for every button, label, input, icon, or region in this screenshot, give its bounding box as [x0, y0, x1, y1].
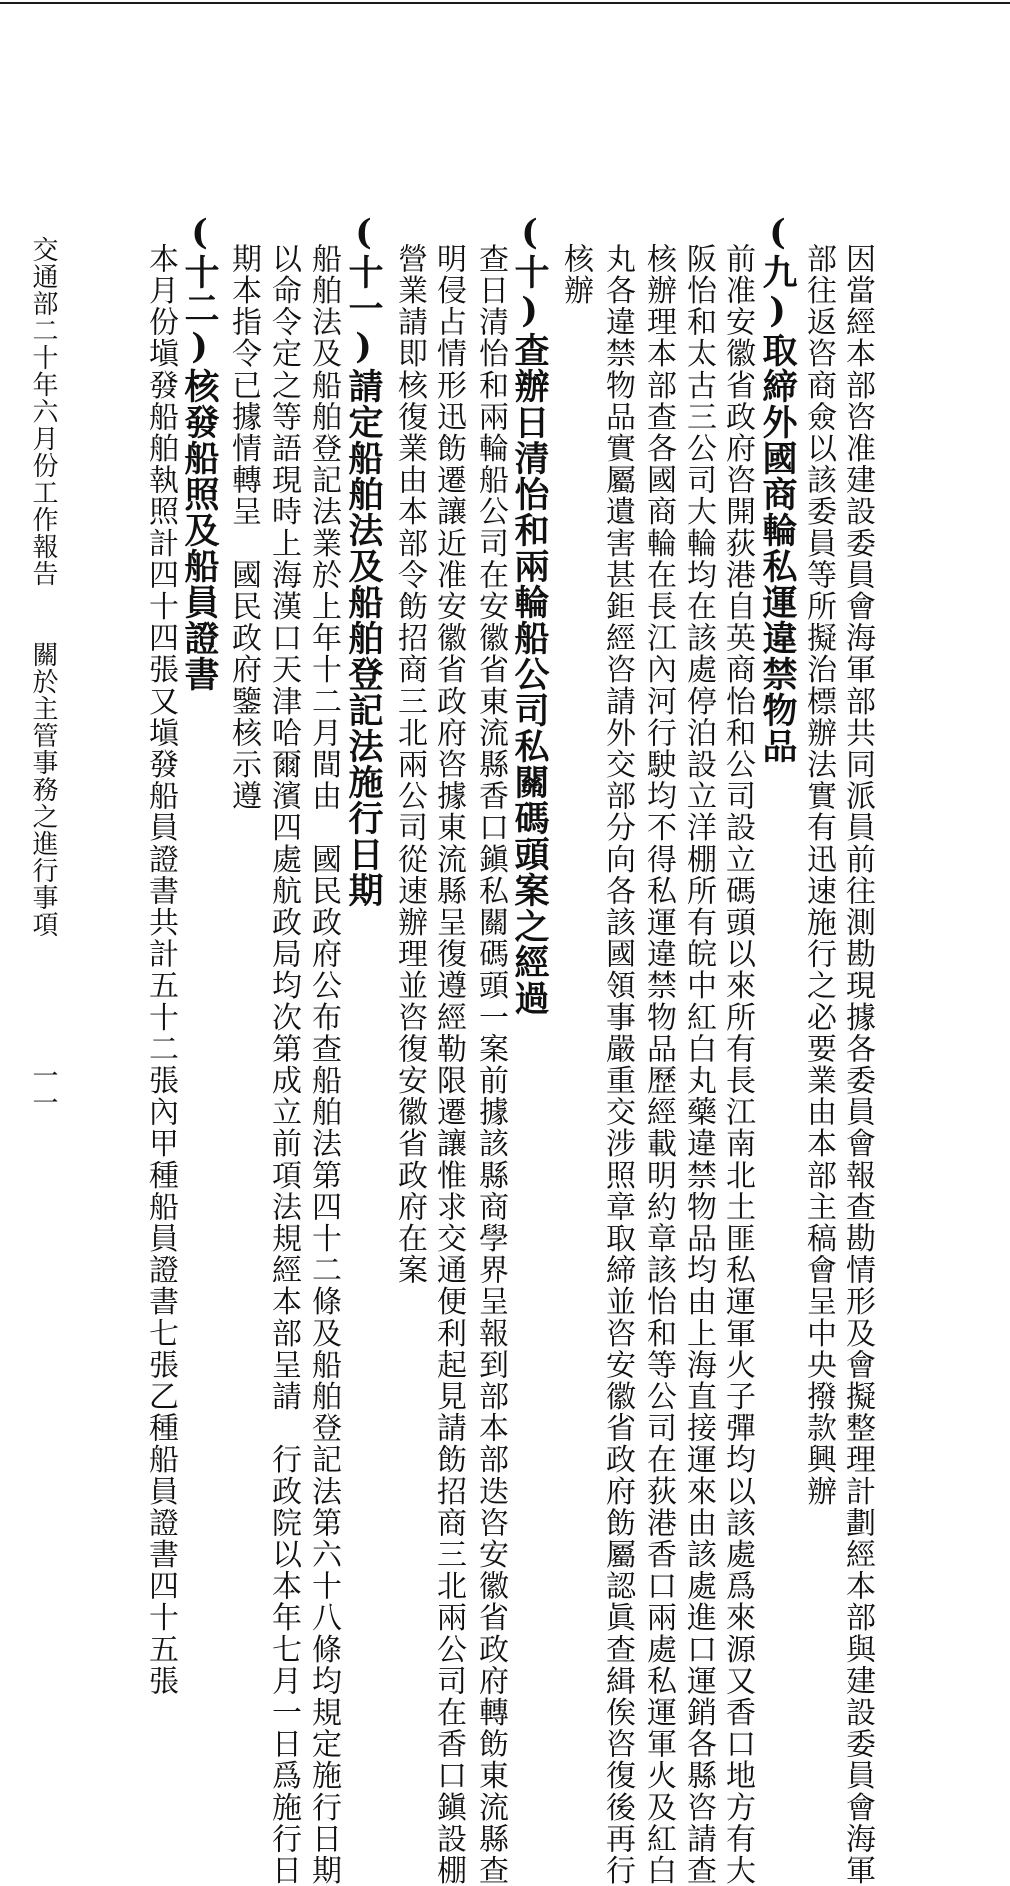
text-column-10: 查日清怡和兩輪船公司在安徽省東流縣香口鎭私關碼頭一案前據該縣商學界呈報到部本部迭咨安徽省政府轉飭東流縣查	[473, 243, 508, 1886]
page-number: 一一	[28, 1062, 58, 1116]
section-heading-9: (九)取締外國商輪私運違禁物品	[757, 212, 798, 764]
top-rule	[0, 2, 1010, 4]
text-column-8: 核辦	[558, 243, 593, 307]
text-column-1: 因當經本部咨准建設委員會海軍部共同派員前往測勘現據各委員會報查勘情形及會擬整理計劃經本部與建設委員會海軍	[840, 243, 875, 1886]
text-column-14: 船舶法及船舶登記法業於上年十二月間由 國民政府公布查船舶法第四十二條及船舶登記法第六十八條均規定施行日期	[306, 243, 341, 1886]
text-column-6: 核辦理本部查各國商輪在長江內河行駛均不得私運違禁物品歷經載明約章該怡和等公司在荻港香口兩處私運軍火及紅白	[641, 243, 676, 1886]
text-column-5: 阪怡和太古三公司大輪均在該處停泊設立洋棚所有皖中紅白丸藥違禁物品均由上海直接運來由該處進口運銷各縣咨請查	[681, 243, 716, 1886]
section-heading-10: (十)查辦日清怡和兩輪船公司私關碼頭案之經過	[509, 212, 550, 1016]
section-heading-11: (十一)請定船舶法及船舶登記法施行日期	[343, 212, 384, 908]
running-footer: 交通部二十年六月份工作報告 關於主管事務之進行事項	[28, 236, 58, 938]
text-column-4: 前准安徽省政府咨開荻港自英商怡和公司設立碼頭以來所有長江南北土匪私運軍火子彈均以該處爲來源又香口地方有大	[720, 243, 755, 1886]
text-column-2: 部往返咨商僉以該委員等所擬治標辦法實有迅速施行之必要業由本部主稿會呈中央撥款興辦	[801, 243, 836, 1507]
text-column-12: 營業請即核復業由本部令飭招商三北兩公司從速辦理並咨復安徽省政府在案	[392, 243, 427, 1286]
text-column-16: 期本指令已據情轉呈 國民政府鑒核示遵	[226, 243, 261, 812]
text-column-18: 本月份塡發船舶執照計四十四張又塡發船員證書共計五十二張內甲種船員證書七張乙種船員證書四十五張	[143, 243, 178, 1697]
text-column-11: 明侵占情形迅飭遷讓近准安徽省政府咨據東流縣呈復遵經勒限遷讓惟求交通便利起見請飭招商三北兩公司在香口鎭設棚	[431, 243, 466, 1886]
text-column-7: 丸各違禁物品實屬遺害甚鉅經咨請外交部分向各該國領事嚴重交涉照章取締並咨安徽省政府飭屬認眞查緝俟咨復後再行	[600, 243, 635, 1886]
section-heading-12: (十二)核發船照及船員證書	[179, 212, 220, 692]
text-column-15: 以命令定之等語現時上海漢口天津哈爾濱四處航政局均次第成立前項法規經本部呈請 行政院以本年七月一日爲施行日	[266, 243, 301, 1886]
